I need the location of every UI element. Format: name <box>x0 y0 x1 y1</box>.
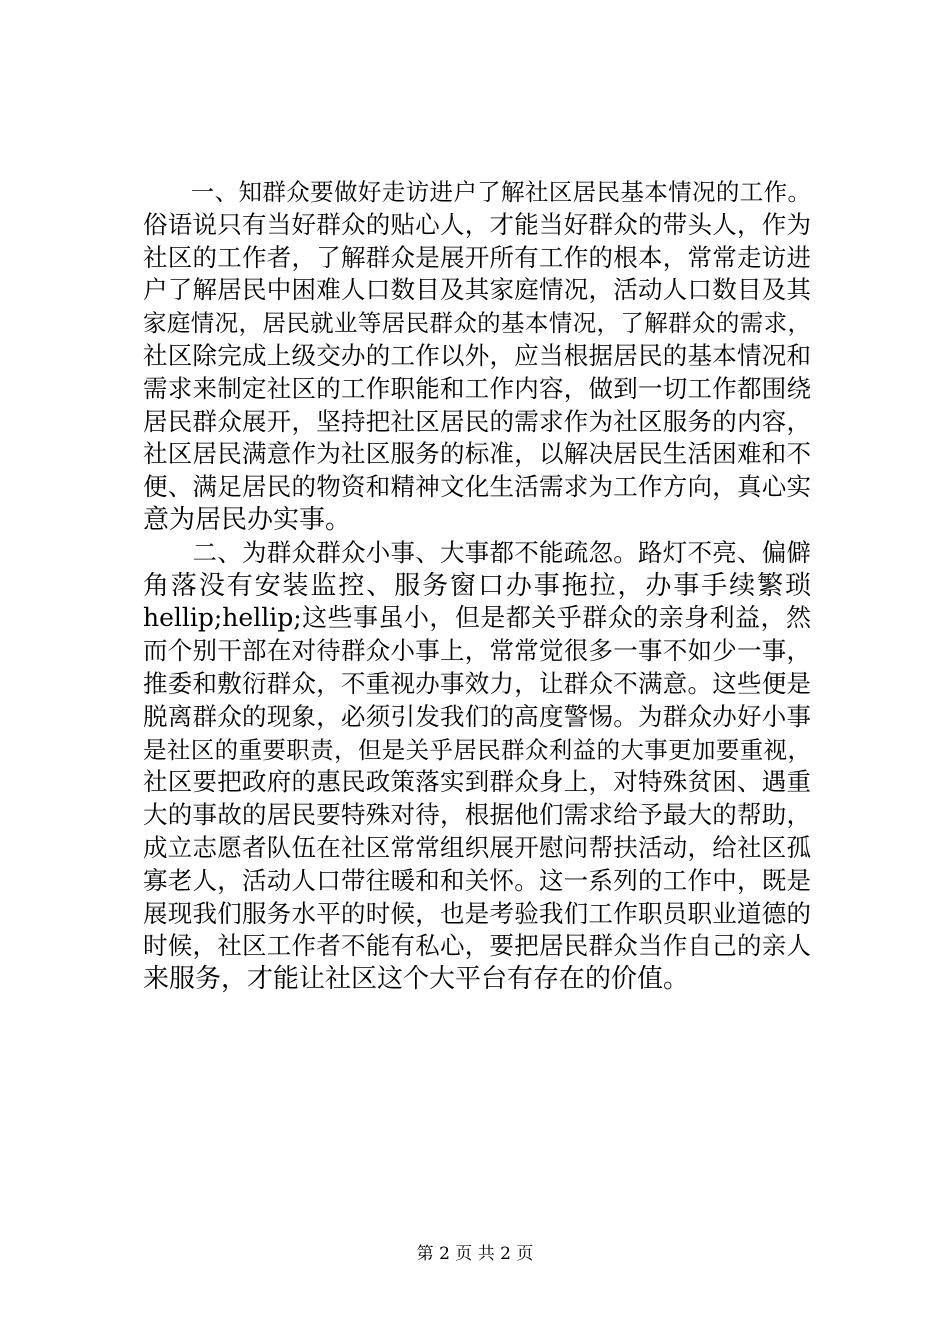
paragraph-2 <box>143 537 811 996</box>
text-line: 社区要把政府的惠民政策落实到群众身上，对特殊贫困、遇重 <box>143 767 811 797</box>
text-line: hellip;hellip;这些事虽小，但是都关乎群众的亲身利益，然 <box>143 603 811 633</box>
text-line: 意为居民办实事。 <box>143 504 352 535</box>
text-line: 来服务，才能让社区这个大平台有存在的价值。 <box>143 964 690 995</box>
text-line: 寡老人，活动人口带往暖和和关怀。这一系列的工作中，既是 <box>143 865 811 895</box>
text-line: 时候，社区工作者不能有私心，要把居民群众当作自己的亲人 <box>143 931 811 961</box>
text-line: 一、知群众要做好走访进户了解社区居民基本情况的工作。 <box>143 178 811 206</box>
text-line: 需求来制定社区的工作职能和工作内容，做到一切工作都围绕 <box>143 373 811 403</box>
text-line: 脱离群众的现象，必须引发我们的高度警惕。为群众办好小事 <box>143 701 811 731</box>
text-line: 居民群众展开，坚持把社区居民的需求作为社区服务的内容， <box>143 406 811 436</box>
text-line: 成立志愿者队伍在社区常常组织展开慰问帮扶活动，给社区孤 <box>143 832 811 862</box>
text-line: 大的事故的居民要特殊对待，根据他们需求给予最大的帮助， <box>143 800 811 830</box>
document-body <box>143 176 811 996</box>
text-line: 俗语说只有当好群众的贴心人，才能当好群众的带头人，作为 <box>143 209 811 239</box>
text-line: 社区的工作者，了解群众是展开所有工作的根本，常常走访进 <box>143 242 811 272</box>
text-line: 户了解居民中困难人口数目及其家庭情况，活动人口数目及其 <box>143 275 811 305</box>
paragraph-1 <box>143 176 811 537</box>
text-line: 便、满足居民的物资和精神文化生活需求为工作方向，真心实 <box>143 472 811 502</box>
text-line: 二、为群众群众小事、大事都不能疏忽。路灯不亮、偏僻 <box>143 537 811 567</box>
text-line: 家庭情况，居民就业等居民群众的基本情况，了解群众的需求， <box>143 309 811 338</box>
text-line: 角落没有安装监控、服务窗口办事拖拉，办事手续繁琐 <box>143 570 811 601</box>
text-line: 是社区的重要职责，但是关乎居民群众利益的大事更加要重视， <box>143 735 811 764</box>
text-line: 展现我们服务水平的时候，也是考验我们工作职员职业道德的 <box>143 898 811 928</box>
text-line: 社区居民满意作为社区服务的标准，以解决居民生活困难和不 <box>143 439 811 469</box>
text-line: 推委和敷衍群众，不重视办事效力，让群众不满意。这些便是 <box>143 668 811 698</box>
text-line: 社区除完成上级交办的工作以外，应当根据居民的基本情况和 <box>143 340 811 370</box>
text-line: 而个别干部在对待群众小事上，常常觉很多一事不如少一事， <box>143 636 811 666</box>
page-number-footer: 第 2 页 共 2 页 <box>416 1244 534 1264</box>
